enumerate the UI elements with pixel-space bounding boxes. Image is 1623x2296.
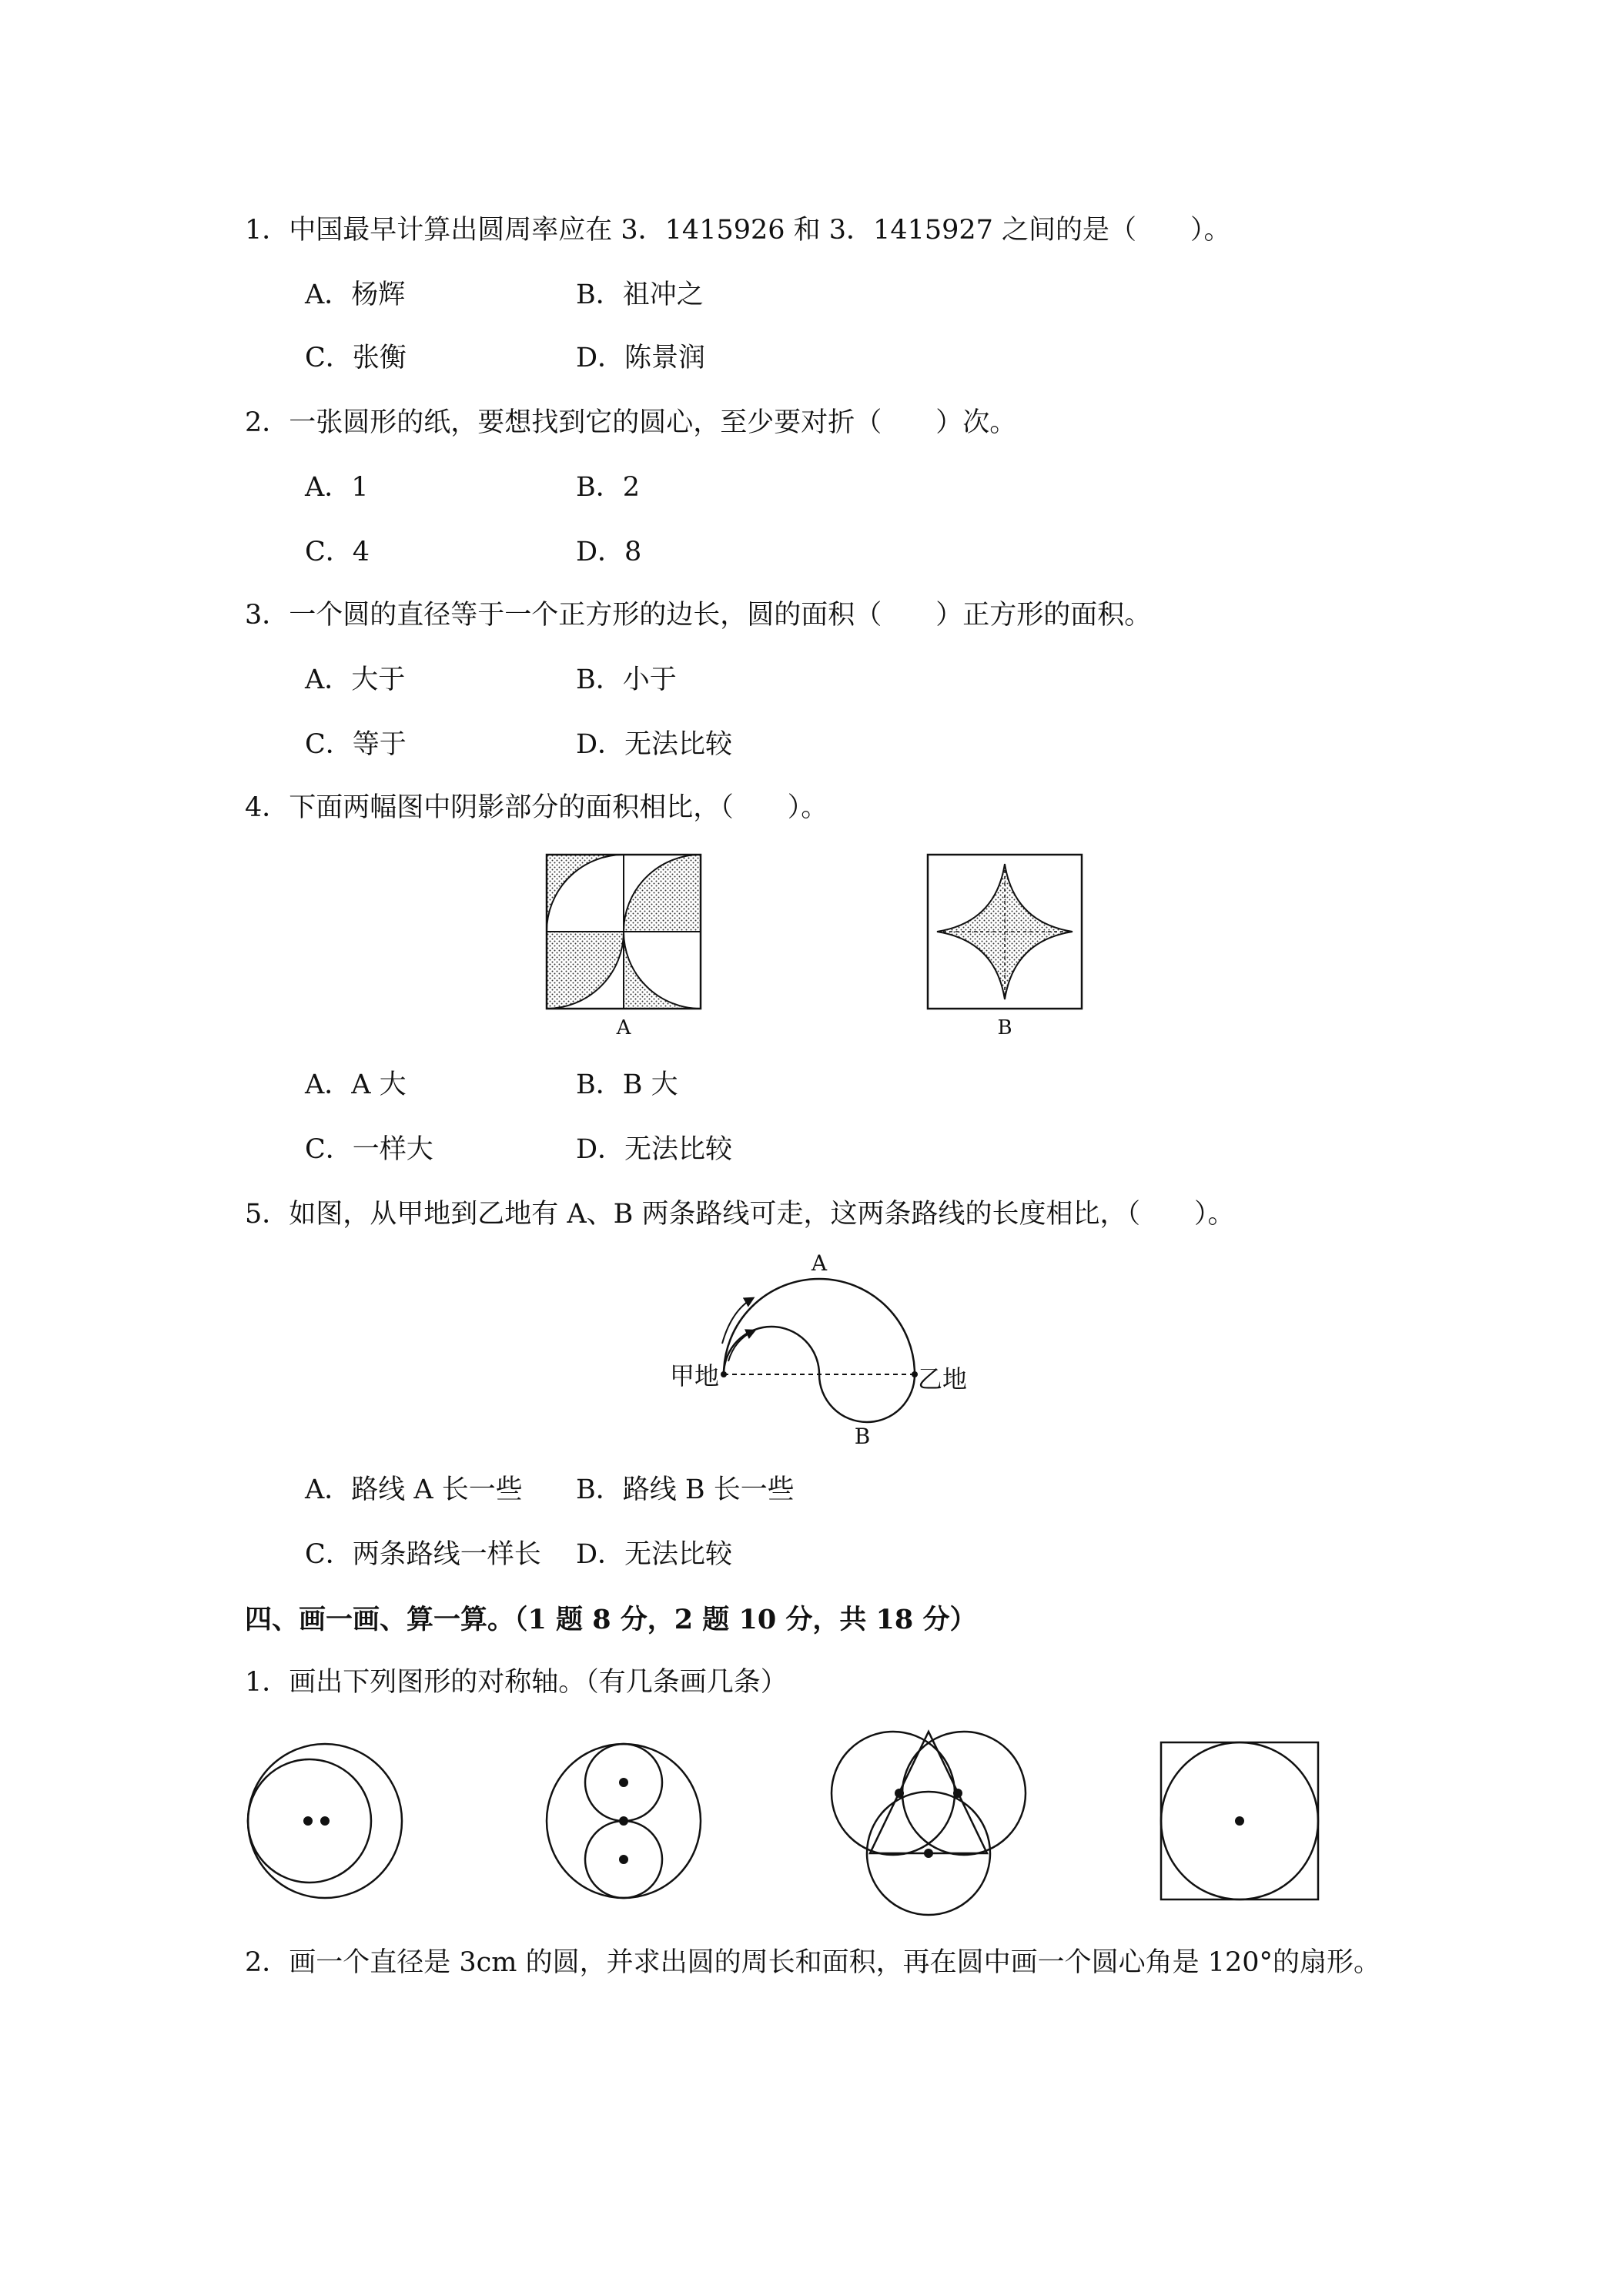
question-5-option-d: D．无法比较: [576, 1539, 733, 1570]
question-1-option-b: B．祖冲之: [576, 279, 704, 310]
question-5-stem: 5．如图，从甲地到乙地有 A、B 两条路线可走，这两条路线的长度相比，（ ）。: [245, 1199, 1235, 1230]
question-5-option-c: C．两条路线一样长: [305, 1539, 541, 1570]
question-3-option-b: B．小于: [576, 664, 677, 695]
question-4-option-d: D．无法比较: [576, 1134, 733, 1165]
start-point: [721, 1371, 727, 1377]
figure-a-shade-top-left: [547, 855, 624, 932]
question-5-option-b: B．路线 B 长一些: [576, 1474, 795, 1505]
question-1-stem: 1．中国最早计算出圆周率应在 3．1415926 和 3．1415927 之间的是（ ）。: [245, 215, 1231, 246]
question-2-stem: 2．一张圆形的纸，要想找到它的圆心，至少要对折（ ）次。: [245, 407, 1017, 438]
question-3-option-d: D．无法比较: [576, 729, 733, 760]
question-2-option-c: C．4: [305, 537, 370, 567]
section-4-heading: 四、画一画、算一算。（1 题 8 分，2 题 10 分，共 18 分）: [245, 1604, 977, 1635]
route-b-label: B: [854, 1424, 871, 1448]
route-a-path: [724, 1279, 915, 1374]
question-3-option-c: C．等于: [305, 729, 407, 760]
question-4-figure-b: [920, 847, 1093, 1047]
question-2-option-d: D．8: [576, 537, 642, 567]
question-2-option-b: B．2: [576, 472, 640, 503]
question-2-option-a: A．1: [305, 472, 369, 503]
question-4-option-b: B．B 大: [576, 1069, 678, 1100]
end-point: [912, 1371, 918, 1377]
route-a-arrow-icon: [722, 1298, 753, 1344]
figure-b-label: B: [997, 1016, 1012, 1039]
question-1-option-c: C．张衡: [305, 343, 407, 373]
question-1-option-a: A．杨辉: [305, 279, 406, 310]
question-3-stem: 3．一个圆的直径等于一个正方形的边长，圆的面积（ ）正方形的面积。: [245, 600, 1152, 631]
figure-a-shade-bottom-left: [547, 932, 624, 1009]
symmetry-figure-4: [1147, 1729, 1332, 1906]
question-5-option-a: A．路线 A 长一些: [305, 1474, 523, 1505]
figure-a-shade-bottom-right: [624, 932, 701, 1009]
question-4-stem: 4．下面两幅图中阴影部分的面积相比，（ ）。: [245, 792, 828, 823]
figure-a-shade-top-right: [624, 855, 701, 932]
symmetry-figure-2: [531, 1729, 716, 1906]
section-4-question-1: 1．画出下列图形的对称轴。（有几条画几条）: [245, 1667, 788, 1698]
question-4-figure-a: [539, 847, 712, 1047]
question-5-route-figure: [654, 1247, 978, 1448]
end-label: 乙地: [918, 1364, 968, 1394]
section-4-question-2: 2．画一个直径是 3cm 的圆，并求出圆的周长和面积，再在圆中画一个圆心角是 120°的扇形。: [245, 1947, 1381, 1978]
symmetry-figure-1: [231, 1729, 416, 1906]
figure-a-label: A: [616, 1016, 631, 1039]
question-3-option-a: A．大于: [305, 664, 406, 695]
start-label: 甲地: [669, 1361, 719, 1391]
question-4-option-a: A．A 大: [305, 1069, 407, 1100]
question-1-option-d: D．陈景润: [576, 343, 706, 373]
route-a-label: A: [811, 1250, 828, 1276]
symmetry-figure-3: [824, 1721, 1055, 1921]
question-4-option-c: C．一样大: [305, 1134, 433, 1165]
